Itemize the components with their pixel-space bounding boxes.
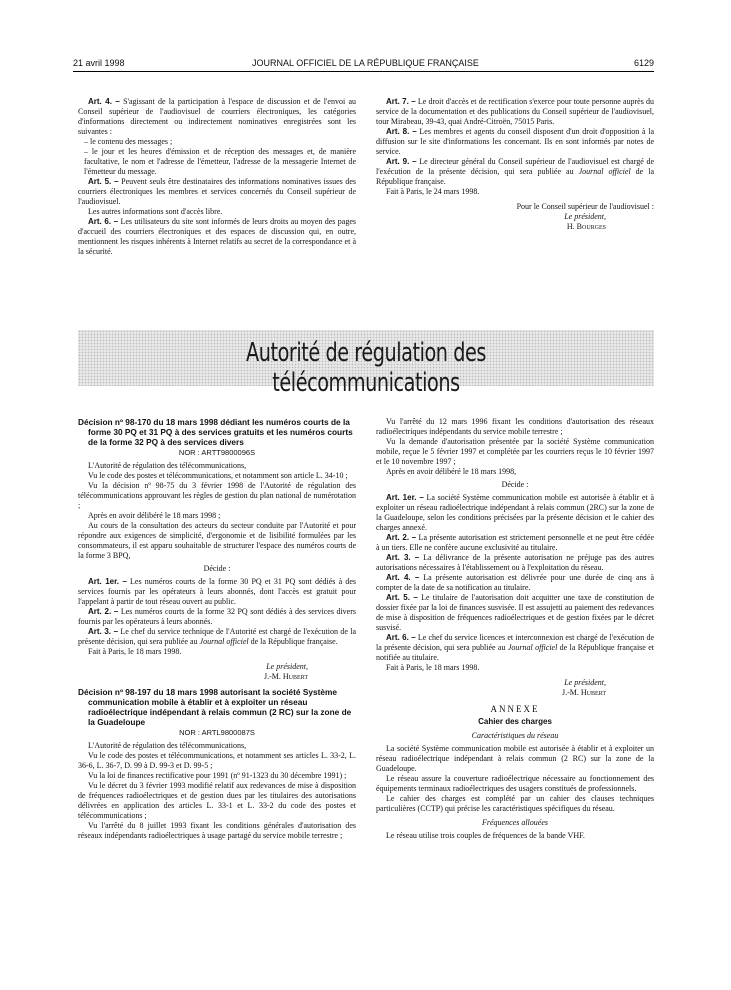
paragraph: Les autres informations sont d'accès libre.: [88, 207, 223, 216]
article-paragraph: Art. 1er. – La société Système communication mobile est autorisée à établir et à exploiter un réseau radioélectrique indépendant à relais commun (2RC) sur la zone de la Guadeloupe, selon les conditions précisées par la présente décision et le cahier des charges annexé.: [376, 493, 655, 532]
done-at-line: Fait à Paris, le 18 mars 1998.: [386, 663, 480, 672]
article-paragraph: Art. 4. – La présente autorisation est délivrée pour une durée de cinq ans à compter de la date de sa notification au titulaire.: [376, 573, 655, 592]
paragraph: Vu l'arrêté du 8 juillet 1993 fixant les conditions générales d'autorisation des réseaux indépendants radioélectriques à usage partagé du service mobile terrestre ;: [78, 821, 356, 840]
nor-reference: NOR : ARTL9800087S: [179, 728, 255, 737]
article-paragraph: Art. 9. – Le directeur général du Conseil supérieur de l'audiovisuel est chargé de l'exécution de la présente décision, qui sera publiée au Journal officiel de la République française.: [376, 157, 654, 186]
article-paragraph: Art. 8. – Les membres et agents du conseil disposent d'un droit d'opposition à la diffusion sur le site d'informations les concernant. Ils en sont informés par notes de service.: [376, 127, 654, 156]
article-paragraph: Art. 6. – Les utilisateurs du site sont informés de leurs droits au moyen des pages d'accueil des courriers électroniques et des espaces de discussion qui, en outre, mentionnent les risques inhérents à Internet relatifs au secret de la correspondance et à la sécurité.: [78, 217, 356, 256]
signature-name: J.-M. Hubert: [264, 672, 308, 681]
list-item: – le jour et les heures d'émission et de réception des messages et, de manière facultative, le nom et l'adresse de l'émetteur, l'adresse de la messagerie Internet de l'émetteur du message.: [84, 147, 356, 176]
header-page-number: 6129: [633, 58, 654, 68]
article-paragraph: Art. 4. – S'agissant de la participation à l'espace de discussion et de l'envoi au Conseil supérieur de l'audiovisuel de courriers électroniques, les catégories d'informations directement ou indirectement nominatives enregistrées sont les suivantes :: [78, 97, 356, 136]
article-paragraph: Art. 3. – La délivrance de la présente autorisation ne préjuge pas des autres autorisations nécessaires à l'établissement ou à l'exploitation du réseau.: [376, 553, 654, 572]
signature-title: Le président,: [266, 662, 308, 671]
bottom-left-column: [78, 417, 356, 841]
signature-name: J.-M. Hubert: [562, 688, 606, 697]
paragraph: Après en avoir délibéré le 18 mars 1998 ;: [88, 511, 221, 520]
header-rule: [73, 71, 654, 72]
article-paragraph: Art. 5. – Le titulaire de l'autorisation doit acquitter une taxe de constitution de dossier fixée par la loi de finances susvisée. Il est assujetti au paiement des redevances de mise à disposition de fréquences radioélectriques et de gestion fixées par le décret susvisé.: [376, 593, 655, 632]
paragraph: Vu le code des postes et télécommunications, et notamment son article L. 34-10 ;: [88, 471, 348, 480]
paragraph: Le cahier des charges est complété par un cahier des clauses techniques particulières (CCTP) qui précise les caractéristiques spécifiques du réseau.: [376, 794, 654, 813]
signature-title: Le président,: [564, 678, 606, 687]
section-banner: [78, 330, 654, 398]
done-at-line: Fait à Paris, le 24 mars 1998.: [386, 187, 480, 196]
section-heading: Caractéristiques du réseau: [471, 731, 559, 740]
header-date: 21 avril 1998: [73, 58, 125, 68]
paragraph: La société Système communication mobile est autorisée à établir et à exploiter un réseau radioélectrique indépendant à relais commun (2 RC) sur la zone de la Guadeloupe.: [376, 744, 654, 773]
decide-heading: Décide :: [501, 480, 529, 489]
article-paragraph: Art. 2. – La présente autorisation est strictement personnelle et ne peut être cédée à un tiers. Elle ne confère aucune exclusivité au titulaire.: [376, 533, 655, 552]
paragraph: L'Autorité de régulation des télécommunications,: [88, 461, 247, 470]
bottom-right-column: [376, 417, 654, 841]
header-journal-title: JOURNAL OFFICIEL DE LA RÉPUBLIQUE FRANÇAISE: [252, 58, 479, 68]
article-paragraph: Art. 7. – Le droit d'accès et de rectification s'exerce pour toute personne auprès du service de la documentation et des publications du Conseil supérieur de l'audiovisuel, tour Mirabeau, 39-43, quai André-Citroën, 75015 Paris.: [376, 97, 655, 126]
section-heading: Fréquences allouées: [482, 818, 548, 827]
paragraph: Vu l'arrêté du 12 mars 1996 fixant les conditions d'autorisation des réseaux radioélectriques indépendants du service mobile terrestre ;: [376, 417, 654, 436]
annexe-heading: ANNEXE: [490, 704, 540, 714]
signatory-line: Pour le Conseil supérieur de l'audiovisuel :: [516, 202, 654, 211]
paragraph: Vu le code des postes et télécommunications, et notamment ses articles L. 33-2, L. 36-6, L. 36-7, D. 99 à D. 99-3 et D. 99-5 ;: [78, 751, 356, 770]
decision-title: Décision nº 98-170 du 18 mars 1998 dédiant les numéros courts de la forme 30 PQ et 31 PQ à des services gratuits et les numéros courts de la forme 32 PQ à des services divers: [78, 417, 353, 447]
signature-title: Le président,: [564, 212, 606, 221]
paragraph: Vu le décret du 3 février 1993 modifié relatif aux redevances de mise à disposition de fréquences radioélectriques et de gestion dues par les titulaires des autorisations délivrées en application des articles L. 33-1 et L. 33-2 du code des postes et télécommunications ;: [78, 781, 356, 820]
signature-name: H. Bourges: [566, 222, 606, 231]
paragraph: Vu la loi de finances rectificative pour 1991 (nº 91-1323 du 30 décembre 1991) ;: [88, 771, 347, 780]
banner-title: Autorité de régulation des télécommunications: [246, 338, 486, 398]
list-item: – le contenu des messages ;: [84, 137, 173, 146]
paragraph: Au cours de la consultation des acteurs du secteur conduite par l'Autorité et pour répondre aux exigences de simplicité, d'ergonomie et de lisibilité formulées par les consommateurs, il est apparu souhaitable de structurer l'espace des numéros courts de la forme 3 BPQ,: [78, 521, 356, 560]
nor-reference: NOR : ARTT9800096S: [178, 448, 256, 457]
paragraph: Vu la décision nº 98-75 du 3 février 1998 de l'Autorité de régulation des télécommunications approuvant les règles de gestion du plan national de numérotation ;: [78, 481, 356, 510]
top-left-column: [78, 97, 356, 257]
paragraph: Vu la demande d'autorisation présentée par la société Système communication mobile, reçue le 5 février 1997 et complétée par les courriers reçus le 10 février 1997 et le 10 novembre 1997 ;: [376, 437, 654, 466]
article-paragraph: Art. 6. – Le chef du service licences et interconnexion est chargé de l'exécution de la présente décision, qui sera publiée au Journal officiel de la République française et notifiée au titulaire.: [376, 633, 655, 662]
paragraph: Le réseau utilise trois couples de fréquences de la bande VHF.: [386, 831, 585, 840]
decide-heading: Décide :: [203, 564, 231, 573]
decision-title: Décision nº 98-197 du 18 mars 1998 autorisant la société Système communication mobile à établir et à exploiter un réseau radioélectrique indépendant à relais commun (2 RC) sur la zone de la Guadeloupe: [78, 687, 352, 727]
paragraph: Le réseau assure la couverture radioélectrique nécessaire au fonctionnement des équipements terminaux radioélectriques des usagers constitués de professionnels.: [376, 774, 654, 793]
top-right-column: [376, 97, 654, 232]
paragraph: Après en avoir délibéré le 18 mars 1998,: [386, 467, 517, 476]
article-paragraph: Art. 1er. – Les numéros courts de la forme 30 PQ et 31 PQ sont dédiés à des services fournis par les opérateurs à leurs abonnés, dont l'accès est gratuit pour l'appelant à partir de tout réseau ouvert au public.: [78, 577, 357, 606]
article-paragraph: Art. 5. – Peuvent seuls être destinataires des informations nominatives issues des courriers électroniques les membres et services concernés du Conseil supérieur de l'audiovisuel.: [78, 177, 356, 206]
cahier-heading: Cahier des charges: [478, 717, 552, 726]
page-header: [0, 58, 731, 72]
article-paragraph: Art. 3. – Le chef du service technique de l'Autorité est chargé de l'exécution de la présente décision, qui sera publiée au Journal officiel de la République française.: [78, 627, 356, 646]
done-at-line: Fait à Paris, le 18 mars 1998.: [88, 647, 182, 656]
article-paragraph: Art. 2. – Les numéros courts de la forme 32 PQ sont dédiés à des services divers fournis par les opérateurs à leurs abonnés.: [78, 607, 357, 626]
paragraph: L'Autorité de régulation des télécommunications,: [88, 741, 247, 750]
